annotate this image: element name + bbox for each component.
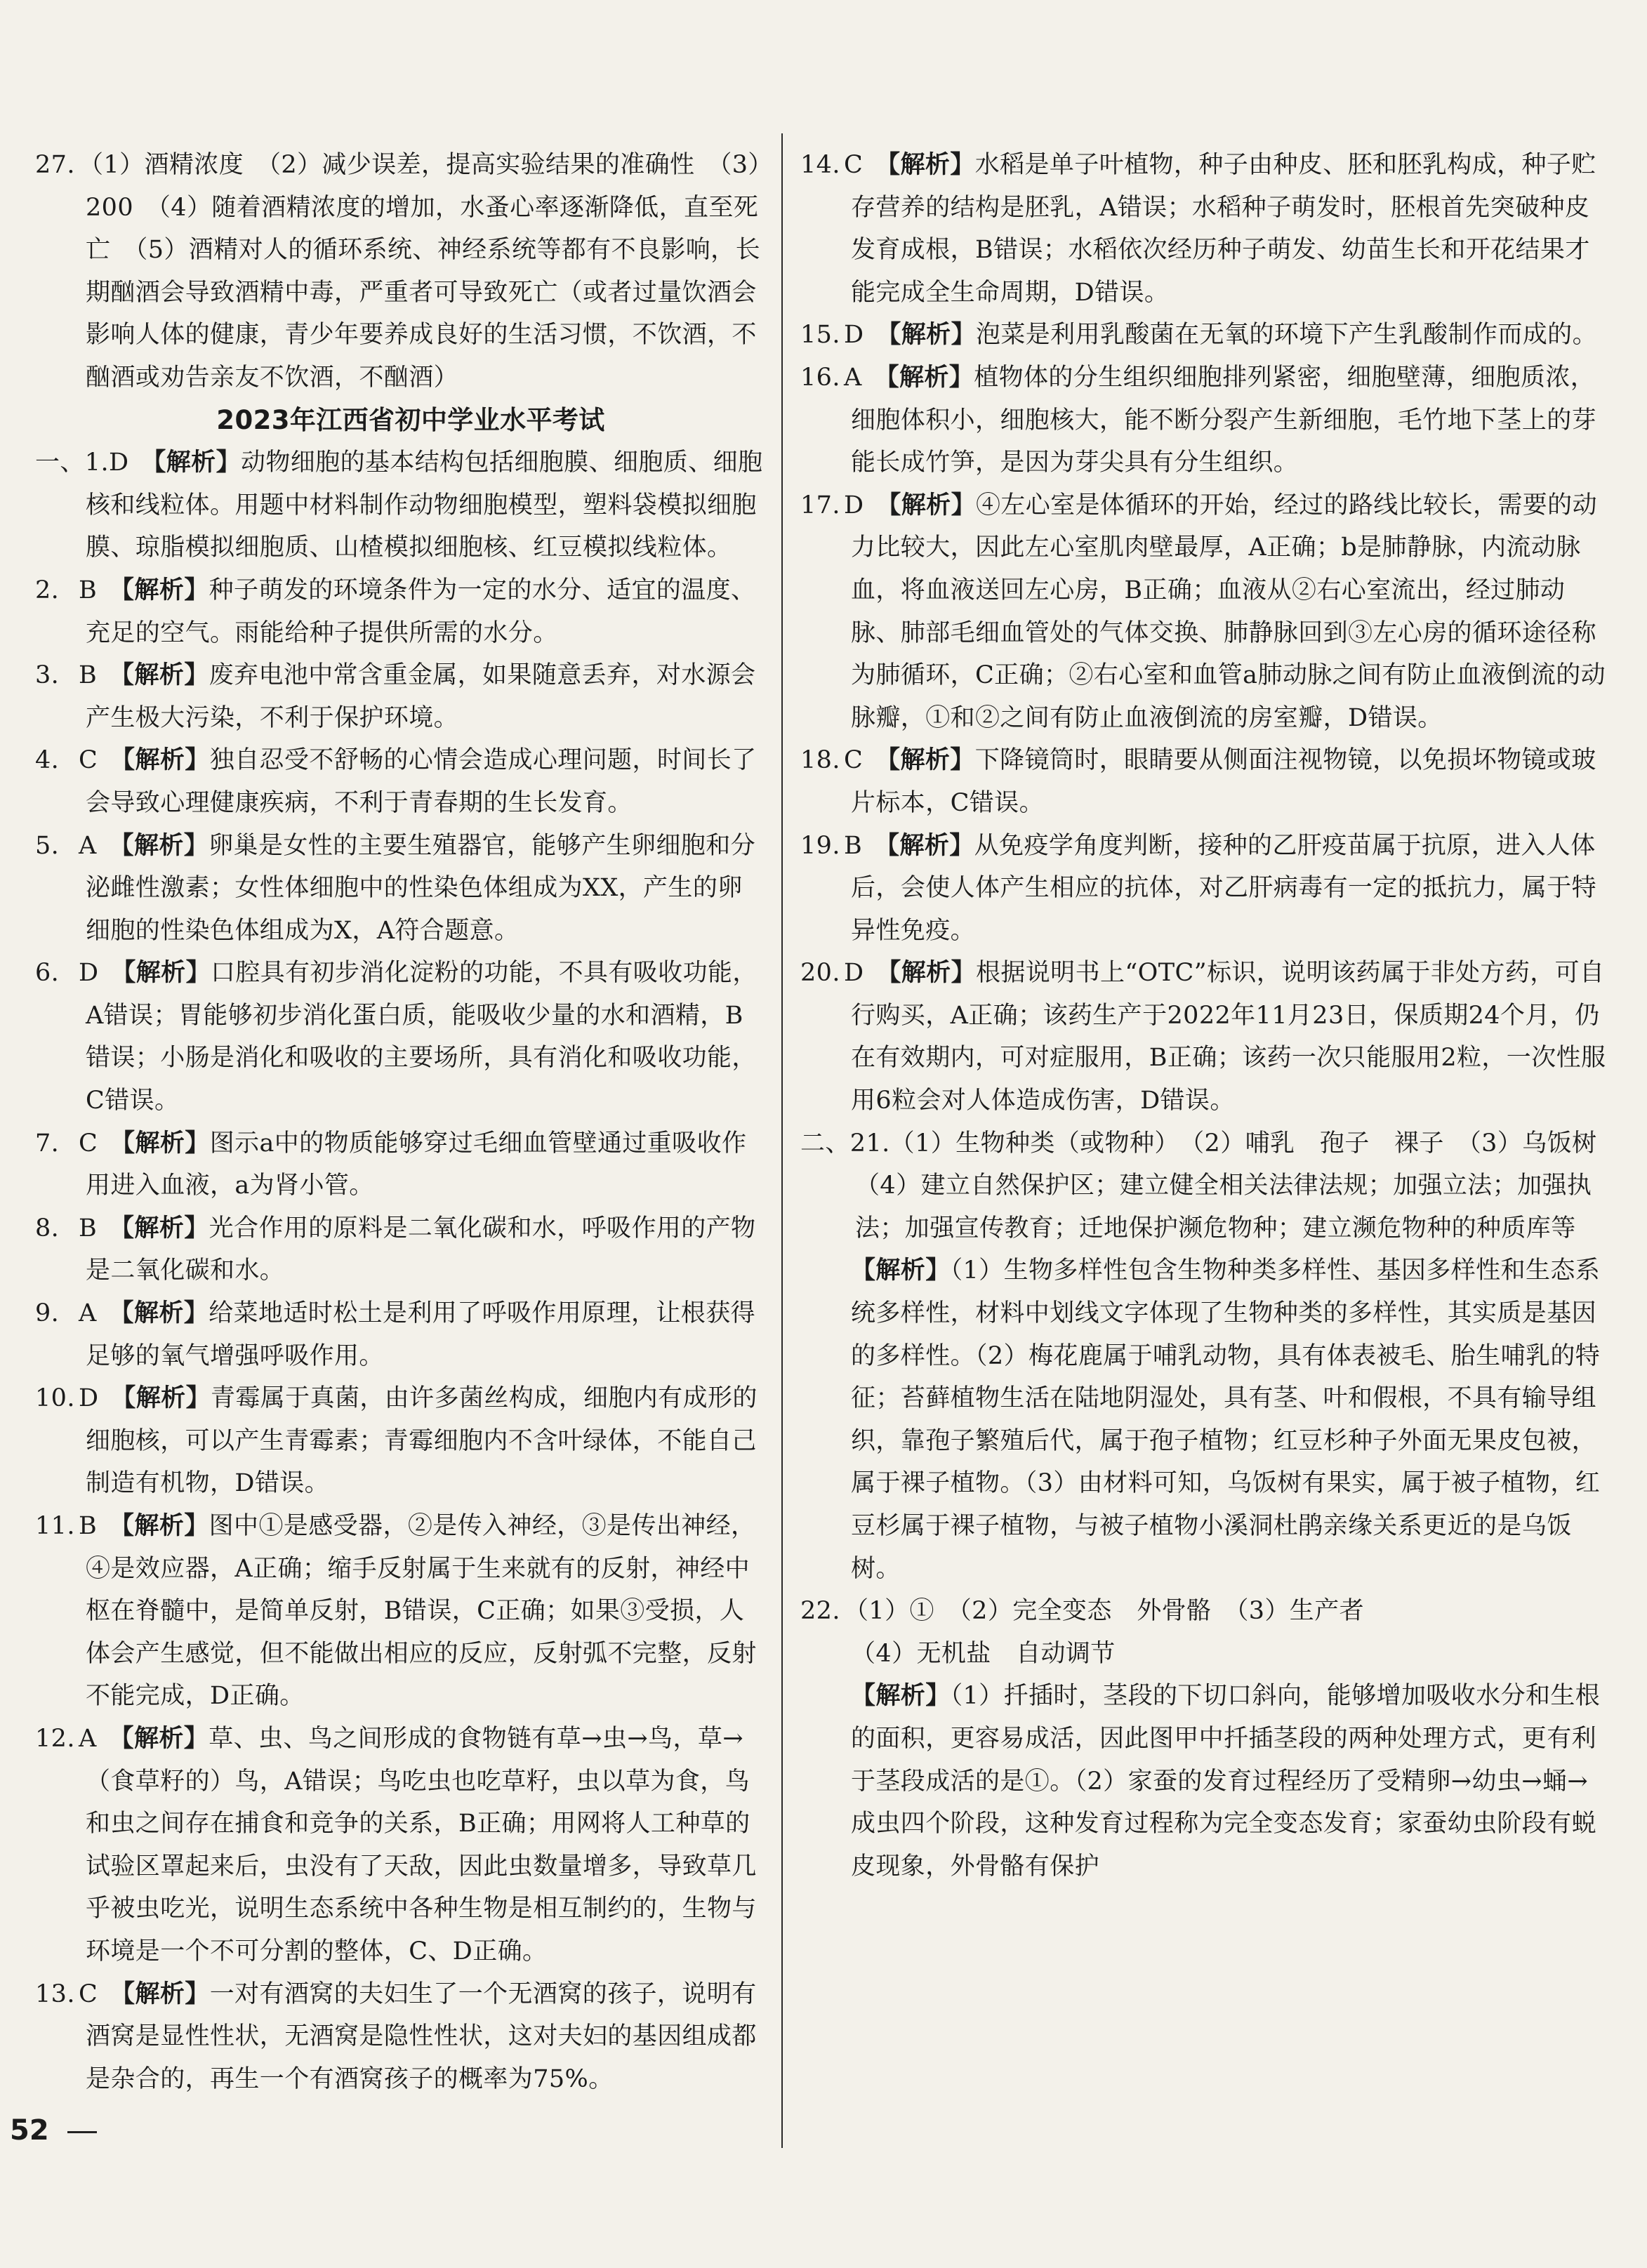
answer-q22: 22. （1）① （2）完全变态 外骨骼 （3）生产者 <box>800 1597 1365 1626</box>
answer-q4: 4. C 【解析】独自忍受不舒畅的心情会造成心理问题，时间长了会导致心理健康疾病，不利于青春期的生长发育。 <box>35 746 757 817</box>
answer-q8: 8. B 【解析】光合作用的原料是二氧化碳和水，呼吸作用的产物是二氧化碳和水。 <box>35 1214 756 1285</box>
answer-q22-line2: （4）无机盐 自动调节 <box>851 1639 1116 1668</box>
answer-q15: 15. D 【解析】泡菜是利用乳酸菌在无氧的环境下产生乳酸制作而成的。 <box>800 321 1597 350</box>
analysis-q21: 【解析】（1）生物多样性包含生物种类多样性、基因多样性和生态系统多样性，材料中划线文字体现了生物种类的多样性，其实质是基因的多样性。（2）梅花鹿属于哺乳动物，具有体表被毛、胎生哺乳的特征；苔藓植物生活在陆地阴湿处，具有茎、叶和假根，不具有输导组织，靠孢子繁殖后代，属于孢子植物；红豆杉种子外面无果皮包被，属于裸子植物。（3）由材料可知，乌饭树有果实，属于被子植物，红豆杉属于裸子植物，与被子植物小溪洞杜鹃亲缘关系更近的是乌饭树。 <box>851 1256 1601 1583</box>
exam-section-title: 2023年江西省初中学业水平考试 <box>216 404 605 435</box>
answer-q2: 2. B 【解析】种子萌发的环境条件为一定的水分、适宜的温度、充足的空气。雨能给种子提供所需的水分。 <box>35 576 756 647</box>
answer-q13: 13. C 【解析】一对有酒窝的夫妇生了一个无酒窝的孩子，说明有酒窝是显性性状，无酒窝是隐性性状，这对夫妇的基因组成都是杂合的，再生一个有酒窝孩子的概率为75%。 <box>35 1979 757 2093</box>
answer-q9: 9. A 【解析】给菜地适时松土是利用了呼吸作用原理，让根获得足够的氧气增强呼吸作用。 <box>35 1299 756 1370</box>
column-divider <box>781 133 783 2148</box>
right-column <box>800 144 1622 1888</box>
answer-q20: 20. D 【解析】根据说明书上“OTC”标识，说明该药属于非处方药，可自行购买，A正确；该药生产于2022年11月23日，保质期24个月，仍在有效期内，可对症服用，B正确；该药一次只能服用2粒，一次性服用6粒会对人体造成伤害，D错误。 <box>800 959 1606 1115</box>
answer-q18: 18. C 【解析】下降镜筒时，眼睛要从侧面注视物镜，以免损坏物镜或玻片标本，C错误。 <box>800 746 1596 817</box>
analysis-q22: 【解析】（1）扦插时，茎段的下切口斜向，能够增加吸收水分和生根的面积，更容易成活，因此图甲中扦插茎段的两种处理方式，更有利于茎段成活的是①。（2）家蚕的发育过程经历了受精卵→幼虫→蛹→成虫四个阶段，这种发育过程称为完全变态发育；家蚕幼虫阶段有蜕皮现象，外骨骼有保护 <box>851 1682 1601 1881</box>
answer-q1: 一、1.D 【解析】动物细胞的基本结构包括细胞膜、细胞质、细胞核和线粒体。用题中材料制作动物细胞模型，塑料袋模拟细胞膜、琼脂模拟细胞质、山楂模拟细胞核、红豆模拟线粒体。 <box>35 449 763 562</box>
left-column <box>35 144 765 2100</box>
answer-q11: 11. B 【解析】图中①是感受器，②是传入神经，③是传出神经，④是效应器，A正确；缩手反射属于生来就有的反射，神经中枢在脊髓中，是简单反射，B错误，C正确；如果③受损，人体会产生感觉，但不能做出相应的反应，反射弧不完整，反射不能完成，D正确。 <box>35 1512 757 1711</box>
answer-q5: 5. A 【解析】卵巢是女性的主要生殖器官，能够产生卵细胞和分泌雌性激素；女性体细胞中的性染色体组成为XX，产生的卵细胞的性染色体组成为X，A符合题意。 <box>35 831 756 945</box>
answer-q21: 二、21.（1）生物种类（或物种） （2）哺乳 孢子 裸子 （3）乌饭树 （4）建立自然保护区；建立健全相关法律法规；加强立法；加强执法；加强宣传教育；迁地保护濒危物种；建立濒危物种的种质库等 <box>800 1129 1622 1242</box>
page-number-dash <box>67 2131 97 2133</box>
answer-q14: 14. C 【解析】水稻是单子叶植物，种子由种皮、胚和胚乳构成，种子贮存营养的结构是胚乳，A错误；水稻种子萌发时，胚根首先突破种皮发育成根，B错误；水稻依次经历种子萌发、幼苗生长和开花结果才能完成全生命周期，D错误。 <box>800 151 1596 307</box>
answer-q27: 27. （1）酒精浓度 （2）减少误差，提高实验结果的准确性 （3）200 （4）随着酒精浓度的增加，水蚤心率逐渐降低，直至死亡 （5）酒精对人的循环系统、神经系统等都有不良影响，长期酗酒会导致酒精中毒，严重者可导致死亡（或者过量饮酒会影响人体的健康，青少年要养成良好的生活习惯，不饮酒，不酗酒或劝告亲友不饮酒，不酗酒） <box>35 151 761 392</box>
page-number: 52 <box>10 2114 49 2147</box>
answer-q19: 19. B 【解析】从免疫学角度判断，接种的乙肝疫苗属于抗原，进入人体后，会使人体产生相应的抗体，对乙肝病毒有一定的抵抗力，属于特异性免疫。 <box>800 831 1597 945</box>
answer-q17: 17. D 【解析】④左心室是体循环的开始，经过的路线比较长，需要的动力比较大，因此左心室肌肉壁最厚，A正确；b是肺静脉，内流动脉血，将血液送回左心房，B正确；血液从②右心室流出，经过肺动脉、肺部毛细血管处的气体交换、肺静脉回到③左心房的循环途径称为肺循环，C正确；②右心室和血管a肺动脉之间有防止血液倒流的动脉瓣，①和②之间有防止血液倒流的房室瓣，D错误。 <box>800 491 1606 732</box>
answer-q16: 16. A 【解析】植物体的分生组织细胞排列紧密，细胞壁薄，细胞质浓，细胞体积小，细胞核大，能不断分裂产生新细胞，毛竹地下茎上的芽能长成竹笋，是因为芽尖具有分生组织。 <box>800 363 1597 477</box>
answer-q7: 7. C 【解析】图示a中的物质能够穿过毛细血管壁通过重吸收作用进入血液，a为肾小管。 <box>35 1129 747 1200</box>
answer-q10: 10. D 【解析】青霉属于真菌，由许多菌丝构成，细胞内有成形的细胞核，可以产生青霉素；青霉细胞内不含叶绿体，不能自己制造有机物，D错误。 <box>35 1384 758 1498</box>
answer-q12: 12. A 【解析】草、虫、鸟之间形成的食物链有草→虫→鸟，草→（食草籽的）鸟，A错误；鸟吃虫也吃草籽，虫以草为食，鸟和虫之间存在捕食和竞争的关系，B正确；用网将人工种草的试验区罩起来后，虫没有了天敌，因此虫数量增多，导致草几乎被虫吃光，说明生态系统中各种生物是相互制约的，生物与环境是一个不可分割的整体，C、D正确。 <box>35 1724 757 1965</box>
answer-q3: 3. B 【解析】废弃电池中常含重金属，如果随意丢弃，对水源会产生极大污染，不利于保护环境。 <box>35 661 756 732</box>
answer-q6: 6. D 【解析】口腔具有初步消化淀粉的功能，不具有吸收功能，A错误；胃能够初步消化蛋白质，能吸收少量的水和酒精，B错误；小肠是消化和吸收的主要场所，具有消化和吸收功能，C错误。 <box>35 959 758 1115</box>
